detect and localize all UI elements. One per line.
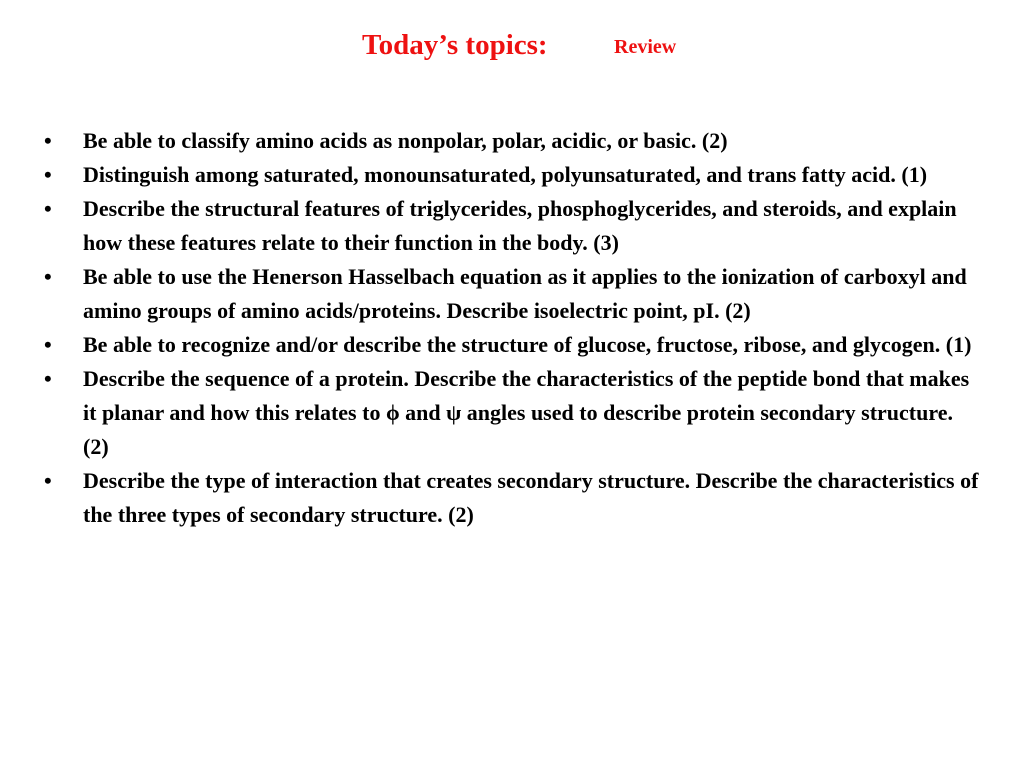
topic-item — [44, 192, 984, 260]
bullet-icon: • — [44, 162, 52, 187]
topic-text: Describe the sequence of a protein. Describe the characteristics of the peptide bond that makes it planar and how this relates to ϕ and ψ angles used to describe protein secondary structure. (2) — [83, 366, 970, 459]
slide-title: Today’s topics: — [362, 29, 548, 61]
topic-text: Be able to recognize and/or describe the structure of glucose, fructose, ribose, and glycogen. (1) — [83, 332, 972, 357]
bullet-icon: • — [44, 196, 52, 221]
topic-item — [44, 362, 984, 464]
topic-text: Be able to use the Henerson Hasselbach equation as it applies to the ionization of carboxyl and amino groups of amino acids/proteins. Describe isoelectric point, pI. (2) — [83, 264, 967, 323]
topic-text: Describe the type of interaction that creates secondary structure. Describe the characteristics of the three types of secondary structure. (2) — [83, 468, 979, 527]
title-row — [0, 26, 1024, 66]
topic-item — [44, 260, 984, 328]
topic-item — [44, 124, 984, 158]
topic-item — [44, 464, 984, 532]
topic-list — [44, 124, 984, 532]
bullet-icon: • — [44, 332, 52, 357]
topic-text: Describe the structural features of triglycerides, phosphoglycerides, and steroids, and explain how these features relate to their function in the body. (3) — [83, 196, 957, 255]
topic-text: Be able to classify amino acids as nonpolar, polar, acidic, or basic. (2) — [83, 128, 728, 153]
slide-subtitle: Review — [614, 36, 677, 58]
bullet-icon: • — [44, 468, 52, 493]
bullet-icon: • — [44, 366, 52, 391]
topic-item — [44, 328, 984, 362]
bullet-icon: • — [44, 128, 52, 153]
topic-item — [44, 158, 984, 192]
topic-text: Distinguish among saturated, monounsaturated, polyunsaturated, and trans fatty acid. (1) — [83, 162, 928, 187]
bullet-icon: • — [44, 264, 52, 289]
